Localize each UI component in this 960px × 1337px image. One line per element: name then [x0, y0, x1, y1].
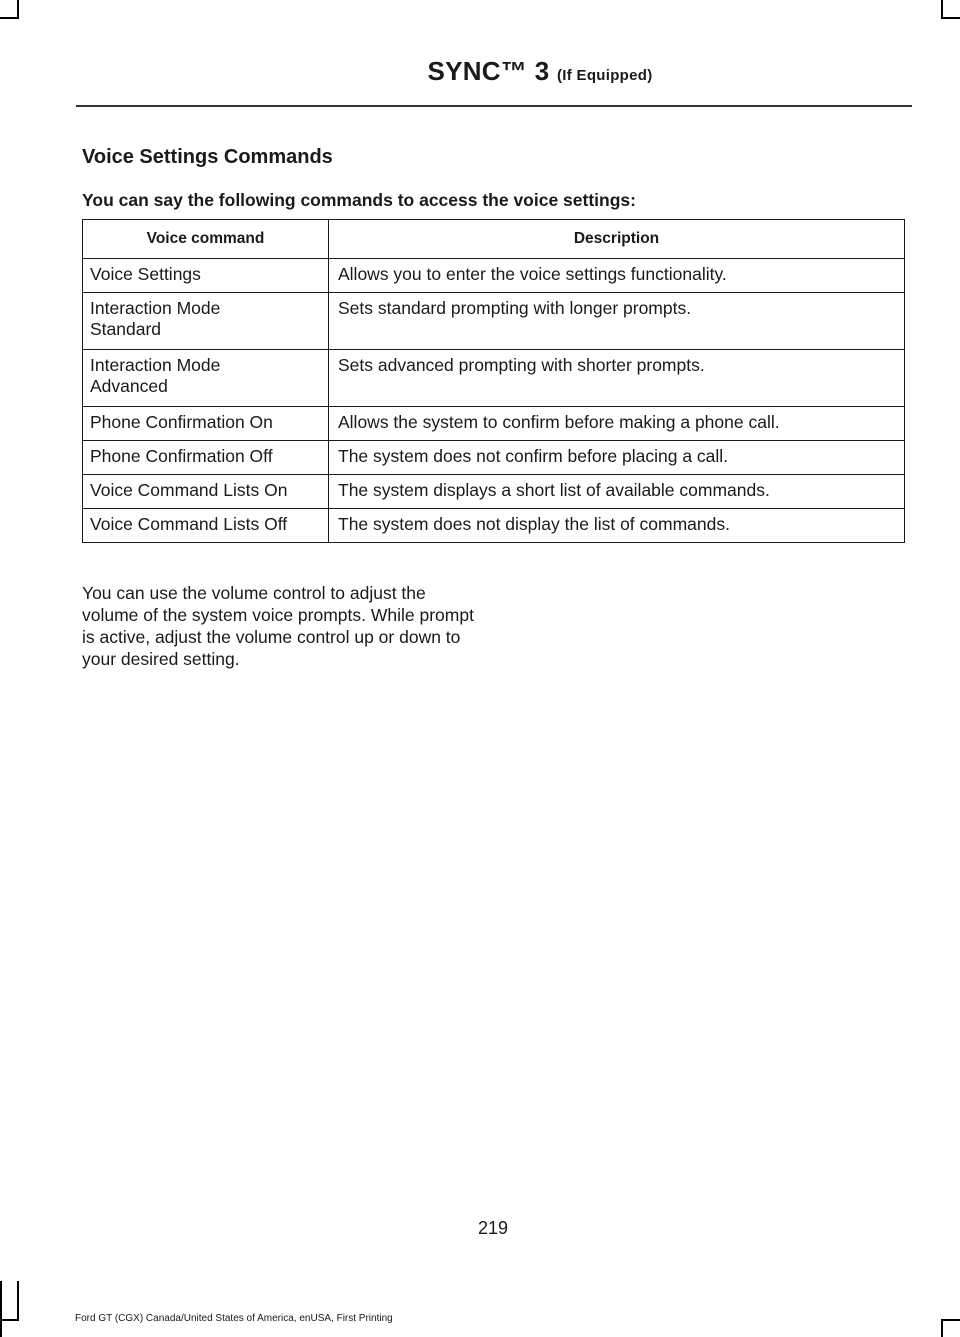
table-row [83, 293, 905, 350]
crop-mark [0, 1319, 19, 1321]
command-cell: Voice Settings [83, 259, 329, 293]
crop-mark [941, 1319, 943, 1337]
command-cell: Voice Command Lists On [83, 475, 329, 509]
command-cell: Interaction Mode Standard [83, 293, 329, 350]
section-intro: You can say the following commands to access the voice settings: [82, 190, 636, 210]
description-cell: The system displays a short list of available commands. [329, 475, 905, 509]
command-cell: Voice Command Lists Off [83, 509, 329, 543]
description-cell: The system does not display the list of commands. [329, 509, 905, 543]
table-row [83, 475, 905, 509]
table-row [83, 259, 905, 293]
header-title: SYNC™ 3 [427, 56, 550, 86]
description-cell: Sets advanced prompting with shorter prompts. [329, 350, 905, 407]
voice-commands-table [82, 219, 905, 543]
column-header-description: Description [329, 220, 905, 259]
table-row [83, 350, 905, 407]
section-heading: Voice Settings Commands [82, 146, 333, 168]
page-number: 219 [477, 1218, 509, 1238]
header-divider [76, 105, 912, 107]
table-row [83, 509, 905, 543]
command-cell: Phone Confirmation On [83, 407, 329, 441]
crop-mark [941, 17, 960, 19]
table-header-row [83, 220, 905, 259]
volume-paragraph: You can use the volume control to adjust the volume of the system voice prompts. While prompt is active, adjust the volume control up or down to your desired setting. [82, 583, 474, 669]
description-cell: The system does not confirm before placing a call. [329, 441, 905, 475]
page-header [0, 56, 960, 87]
description-cell: Allows the system to confirm before making a phone call. [329, 407, 905, 441]
crop-mark [17, 1281, 19, 1321]
crop-mark [17, 0, 19, 19]
crop-mark [0, 1281, 2, 1337]
description-cell: Allows you to enter the voice settings functionality. [329, 259, 905, 293]
description-cell: Sets standard prompting with longer prompts. [329, 293, 905, 350]
command-cell: Interaction Mode Advanced [83, 350, 329, 407]
command-cell: Phone Confirmation Off [83, 441, 329, 475]
column-header-command: Voice command [83, 220, 329, 259]
table-row [83, 407, 905, 441]
header-subtitle: (If Equipped) [557, 67, 653, 84]
table-row [83, 441, 905, 475]
crop-mark [941, 1319, 960, 1321]
footer-text: Ford GT (CGX) Canada/United States of America, enUSA, First Printing [75, 1313, 393, 1324]
crop-mark [941, 0, 943, 19]
